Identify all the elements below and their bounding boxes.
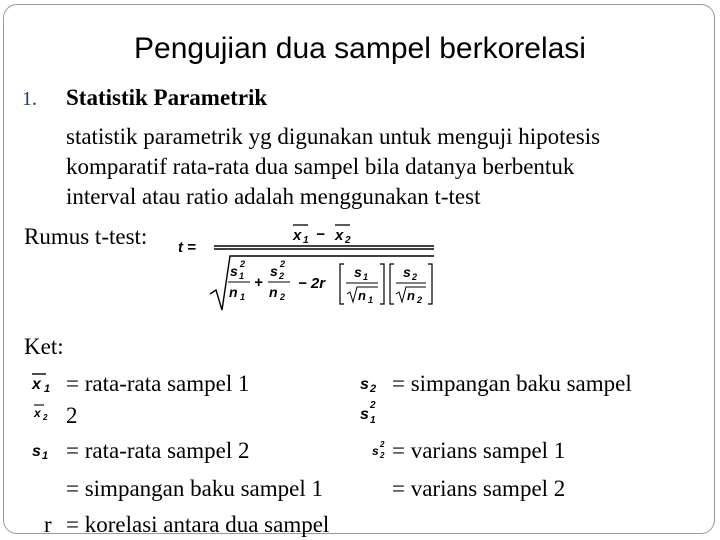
svg-text:2: 2: [370, 400, 376, 411]
formula-bracket-n1-sub: 1: [368, 295, 374, 305]
legend-s1-desc: = rata-rata sampel 2: [66, 438, 250, 463]
legend-x2-desc: 2: [66, 403, 78, 428]
t-test-formula: [172, 214, 442, 314]
paragraph-line-3: interval atau ratio adalah menggunakan t-test: [66, 184, 481, 209]
formula-numerator-minus: −: [316, 226, 325, 243]
svg-text:2: 2: [380, 440, 385, 449]
formula-lhs: t =: [178, 239, 196, 256]
paragraph-line-2: komparatif rata-rata dua sampel bila datanya berbentuk: [66, 154, 575, 179]
formula-bracket-n2: n: [407, 288, 415, 303]
formula-bracket-n1: n: [358, 288, 366, 303]
formula-xbar-2: x: [335, 227, 344, 244]
formula-plus: +: [254, 274, 263, 291]
legend-r-desc: = korelasi antara dua sampel: [66, 512, 330, 537]
formula-s2-sup: 2: [280, 259, 286, 269]
svg-text:s: s: [372, 444, 379, 458]
formula-n2: n: [269, 284, 278, 300]
symbol-s1-squared: [358, 397, 388, 427]
svg-text:x: x: [32, 376, 41, 393]
formula-bracket-s2: s: [403, 264, 411, 280]
ket-label: Ket:: [24, 334, 64, 359]
legend-s2sq-desc: = varians sampel 2: [392, 476, 566, 501]
legend-r-label: r: [44, 512, 52, 537]
formula-label: Rumus t-test:: [24, 224, 148, 249]
formula-xbar-1: x: [293, 227, 302, 244]
section-heading: Statistik Parametrik: [66, 85, 268, 110]
formula-xbar-1-sub: 1: [303, 235, 309, 246]
slide-title: Pengujian dua sampel berkorelasi: [134, 32, 586, 65]
formula-s2-sub: 2: [279, 271, 285, 281]
svg-text:1: 1: [370, 415, 376, 426]
legend-x1-desc: = rata-rata sampel 1: [66, 371, 250, 396]
formula-s1-sup: 2: [240, 259, 246, 269]
svg-text:1: 1: [42, 450, 49, 462]
formula-s1: s: [230, 263, 238, 279]
legend-s2-line: = simpangan baku sampel 1: [66, 476, 323, 501]
symbol-s2-squared: [370, 437, 394, 461]
formula-bracket-s1: s: [354, 264, 362, 280]
formula-bracket-s1-sub: 1: [363, 272, 369, 282]
formula-minus-2r: − 2r: [298, 275, 326, 292]
svg-text:1: 1: [44, 383, 51, 395]
formula-bracket-s2-sub: 2: [412, 272, 418, 282]
formula-s2: s: [270, 263, 278, 279]
svg-text:2: 2: [380, 451, 385, 460]
paragraph-line-1: statistik parametrik yg digunakan untuk menguji hipotesis: [66, 124, 601, 149]
symbol-s2: [358, 371, 388, 395]
symbol-s1: [30, 438, 58, 462]
svg-text:2: 2: [43, 413, 48, 422]
svg-text:x: x: [34, 406, 41, 420]
svg-text:s: s: [32, 443, 41, 460]
svg-text:s: s: [360, 376, 369, 393]
symbol-xbar-2: [32, 401, 56, 423]
list-number: 1.: [22, 88, 37, 110]
svg-text:2: 2: [370, 383, 377, 395]
svg-text:s: s: [360, 406, 369, 423]
formula-xbar-2-sub: 2: [345, 235, 351, 246]
symbol-xbar-1: [30, 369, 58, 395]
formula-n1: n: [229, 284, 238, 300]
formula-s1-sub: 1: [239, 271, 245, 281]
formula-bracket-n2-sub: 2: [417, 295, 423, 305]
legend-s1sq-desc: = varians sampel 1: [392, 438, 566, 463]
formula-n1-sub: 1: [240, 292, 246, 302]
legend-s2-desc: = simpangan baku sampel: [392, 371, 632, 396]
formula-n2-sub: 2: [280, 292, 286, 302]
